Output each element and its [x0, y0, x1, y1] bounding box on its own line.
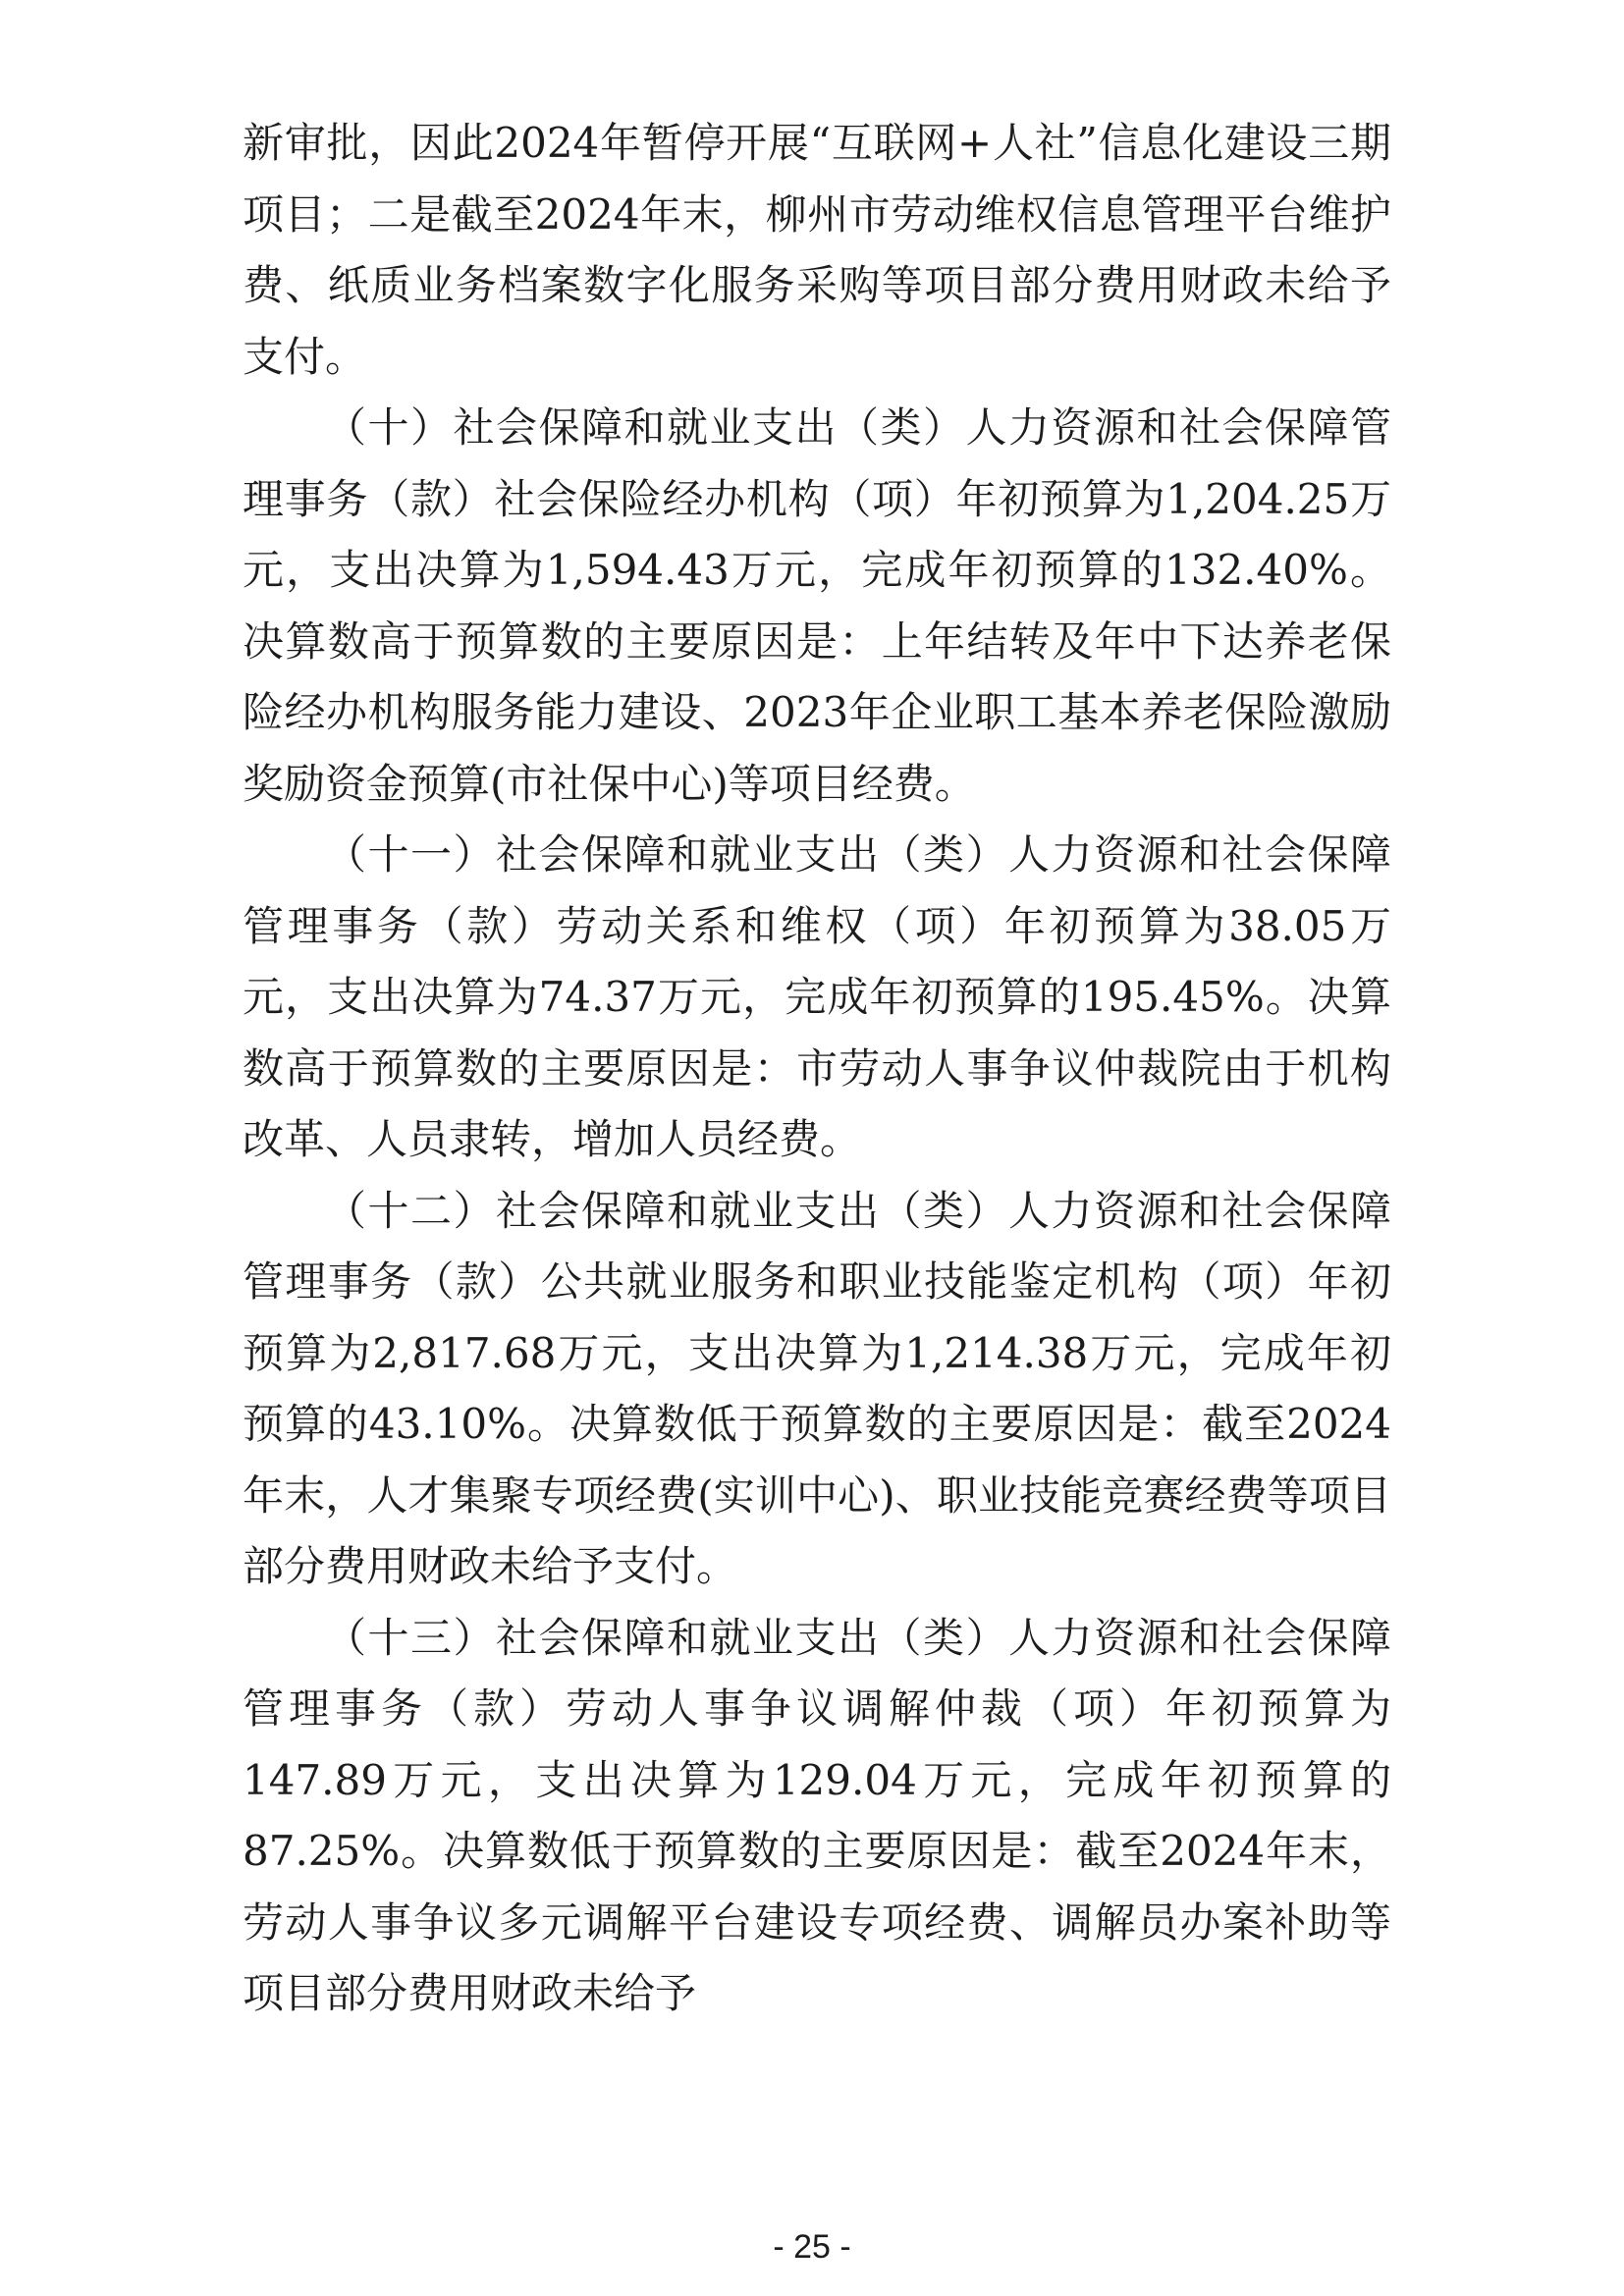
paragraph-item-11: （十一）社会保障和就业支出（类）人力资源和社会保障管理事务（款）劳动关系和维权（项）年初预算为38.05万元，支出决算为74.37万元，完成年初预算的195.45%。决算数高于预算数的主要原因是：市劳动人事争议仲裁院由于机构改革、人员隶转，增加人员经费。 [243, 830, 1391, 1163]
paragraph-item-12: （十二）社会保障和就业支出（类）人力资源和社会保障管理事务（款）公共就业服务和职业技能鉴定机构（项）年初预算为2,817.68万元，支出决算为1,214.38万元，完成年初预算的43.10%。决算数低于预算数的主要原因是：截至2024年末，人才集聚专项经费(实训中心)、职业技能竞赛经费等项目部分费用财政未给予支付。 [243, 1186, 1391, 1590]
page-number: - 25 - [773, 2228, 851, 2266]
paragraph-item-13: （十三）社会保障和就业支出（类）人力资源和社会保障管理事务（款）劳动人事争议调解仲裁（项）年初预算为147.89万元，支出决算为129.04万元，完成年初预算的87.25%。决算数低于预算数的主要原因是：截至2024年末，劳动人事争议多元调解平台建设专项经费、调解员办案补助等项目部分费用财政未给予 [243, 1613, 1391, 2017]
paragraph-continuation: 新审批，因此2024年暂停开展“互联网+人社”信息化建设三期项目；二是截至2024年末，柳州市劳动维权信息管理平台维护费、纸质业务档案数字化服务采购等项目部分费用财政未给予支付。 [243, 119, 1391, 381]
body-text [243, 108, 1391, 2030]
paragraph-item-10: （十）社会保障和就业支出（类）人力资源和社会保障管理事务（款）社会保险经办机构（项）年初预算为1,204.25万元，支出决算为1,594.43万元，完成年初预算的132.40%。决算数高于预算数的主要原因是：上年结转及年中下达养老保险经办机构服务能力建设、2023年企业职工基本养老保险激励奖励资金预算(市社保中心)等项目经费。 [243, 403, 1391, 808]
